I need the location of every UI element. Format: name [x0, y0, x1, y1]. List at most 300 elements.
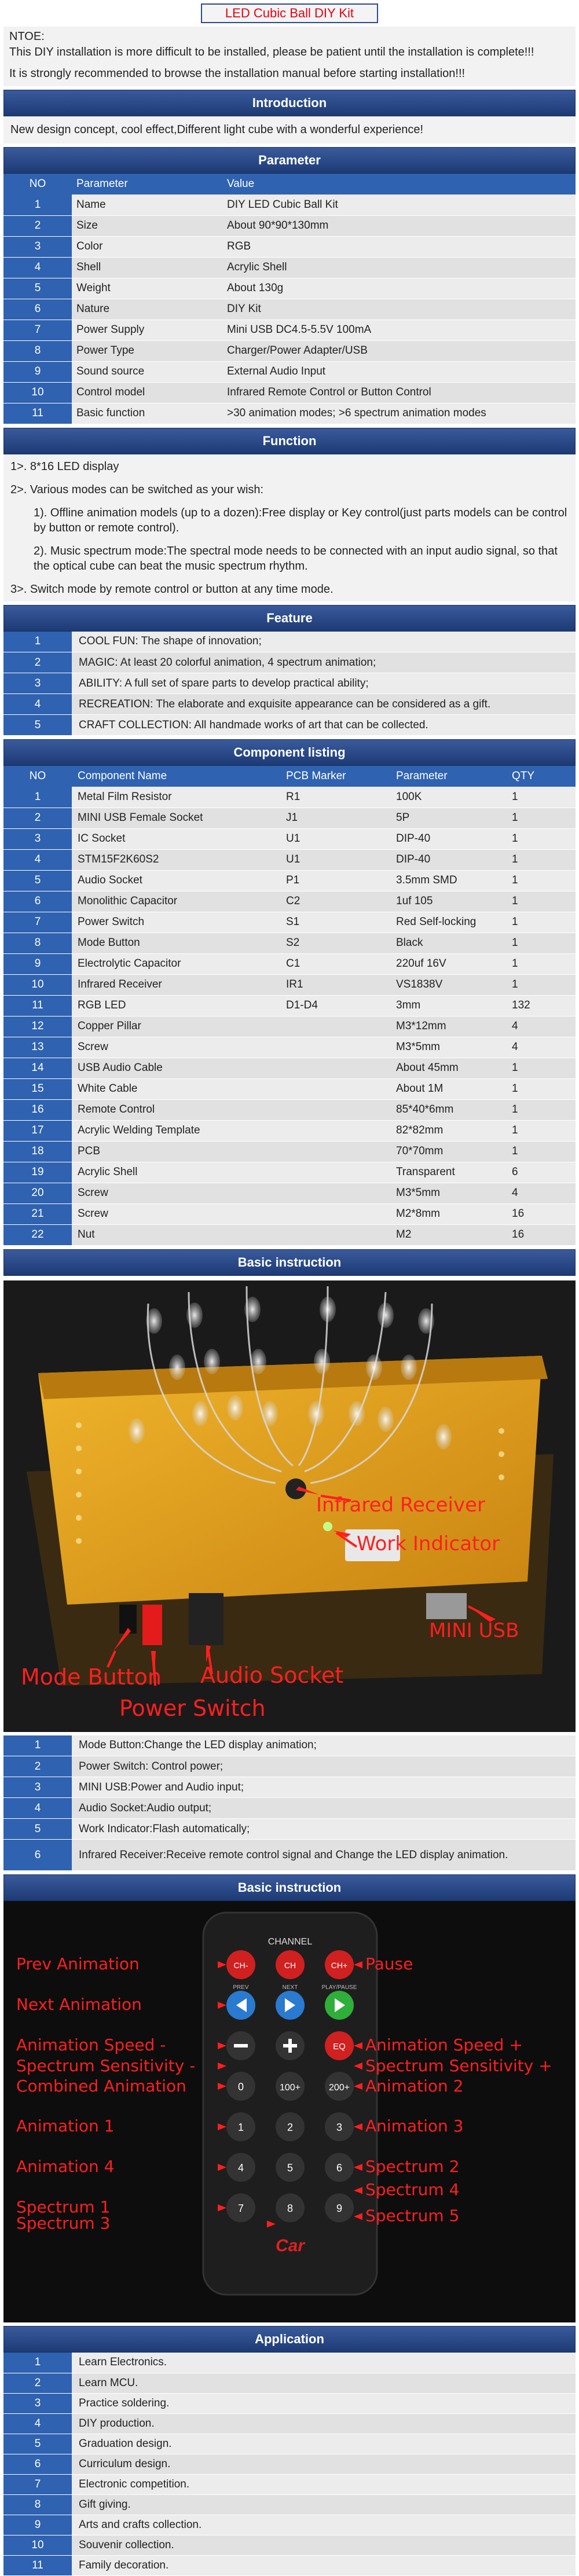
component-parameter: 5P: [390, 808, 506, 828]
component-row: [3, 1183, 576, 1203]
component-parameter: 85*40*6mm: [390, 1099, 506, 1120]
application-text: Gift giving.: [72, 2494, 576, 2515]
application-row: [3, 2454, 576, 2474]
component-qty: 1: [506, 870, 576, 891]
remote-label-combined: Combined Animation: [16, 2076, 186, 2096]
pcb-marker: [280, 1058, 390, 1078]
pcb-marker: [280, 1016, 390, 1037]
component-name: Screw: [72, 1183, 280, 1203]
instruction-text: Infrared Receiver:Receive remote control signal and Change the LED display animation.: [72, 1840, 576, 1871]
parameter-value: DIY Kit: [222, 299, 576, 320]
component-row: [3, 1099, 576, 1120]
section-header-parameter: Parameter: [3, 147, 576, 174]
column-header: Value: [222, 174, 576, 195]
digit-text: 1: [237, 2122, 244, 2133]
note-heading: NTOE:: [9, 30, 45, 43]
component-qty: 132: [506, 995, 576, 1016]
component-parameter: Black: [390, 933, 506, 953]
remote-label-spectrum-4: Spectrum 4: [365, 2180, 460, 2199]
parameter-name: Power Supply: [72, 320, 222, 340]
row-number: 7: [3, 912, 72, 933]
application-text: Curriculum design.: [72, 2454, 576, 2474]
parameter-row: [3, 382, 576, 403]
row-number: 4: [3, 694, 72, 715]
remote-label-animation-1: Animation 1: [16, 2116, 115, 2135]
component-row: [3, 953, 576, 974]
channel-text: CHANNEL: [267, 1937, 313, 1947]
remote-label-pause: Pause: [365, 1954, 413, 1973]
application-text: Learn MCU.: [72, 2373, 576, 2393]
row-number: 12: [3, 1016, 72, 1037]
component-name: PCB: [72, 1141, 280, 1162]
table-header-row: [3, 174, 576, 195]
digit-text: 4: [237, 2162, 244, 2174]
pcb-marker: [280, 1203, 390, 1224]
component-name: White Cable: [72, 1078, 280, 1099]
row-number: 1: [3, 787, 72, 808]
parameter-name: Shell: [72, 257, 222, 278]
next-text: NEXT: [282, 1984, 298, 1991]
play-pause-text: PLAY/PAUSE: [321, 1984, 357, 1991]
component-parameter: 1uf 105: [390, 891, 506, 912]
feature-row: [3, 652, 576, 673]
component-name: Metal Film Resistor: [72, 787, 280, 808]
row-number: 7: [3, 2474, 72, 2494]
row-number: 5: [3, 870, 72, 891]
instruction-row: [3, 1777, 576, 1798]
application-row: [3, 2474, 576, 2494]
application-row: [3, 2555, 576, 2575]
row-number: 14: [3, 1058, 72, 1078]
ch-plus-text: CH+: [331, 1961, 348, 1970]
section-header-feature: Feature: [3, 605, 576, 632]
component-parameter: 3.5mm SMD: [390, 870, 506, 891]
component-row: [3, 828, 576, 849]
digit-text: 7: [237, 2203, 244, 2214]
remote-label-spectrum-5: Spectrum 5: [365, 2206, 460, 2225]
component-parameter: 70*70mm: [390, 1141, 506, 1162]
feature-row: [3, 715, 576, 736]
component-name: Acrylic Shell: [72, 1162, 280, 1183]
function-line: 3>. Switch mode by remote control or button at any time mode.: [10, 582, 334, 596]
row-number: 4: [3, 2413, 72, 2434]
pcb-marker: [280, 1162, 390, 1183]
mini-usb-label: MINI USB: [429, 1619, 519, 1642]
component-name: Power Switch: [72, 912, 280, 933]
pcb-marker: [280, 1099, 390, 1120]
application-row: [3, 2535, 576, 2555]
component-qty: 4: [506, 1183, 576, 1203]
component-parameter: M2*8mm: [390, 1203, 506, 1224]
component-qty: 1: [506, 953, 576, 974]
prev-text: PREV: [233, 1984, 249, 1991]
component-parameter: M2: [390, 1224, 506, 1245]
remote-label-speed-plus: Animation Speed +: [365, 2035, 523, 2054]
application-row: [3, 2515, 576, 2535]
row-number: 2: [3, 808, 72, 828]
component-parameter: About 45mm: [390, 1058, 506, 1078]
component-parameter: DIP-40: [390, 828, 506, 849]
parameter-row: [3, 257, 576, 278]
row-number: 5: [3, 278, 72, 299]
parameter-name: Basic function: [72, 403, 222, 424]
row-number: 11: [3, 403, 72, 424]
component-row: [3, 870, 576, 891]
application-row: [3, 2413, 576, 2434]
row-number: 3: [3, 673, 72, 694]
component-row: [3, 1162, 576, 1183]
instruction-text: Power Switch: Control power;: [72, 1756, 576, 1777]
plus-icon-v: [288, 2039, 292, 2053]
section-header-basic-instruction: Basic instruction: [3, 1249, 576, 1276]
feature-table: [3, 632, 576, 736]
parameter-row: [3, 215, 576, 236]
row-number: 1: [3, 1735, 72, 1756]
remote-label-spectrum-1: Spectrum 1: [16, 2197, 111, 2217]
instruction-row: [3, 1735, 576, 1756]
application-row: [3, 2494, 576, 2515]
component-name: MINI USB Female Socket: [72, 808, 280, 828]
application-table: [3, 2353, 576, 2576]
row-number: 8: [3, 2494, 72, 2515]
parameter-name: Power Type: [72, 340, 222, 361]
minus-icon: [234, 2044, 248, 2047]
remote-label-sens-plus: Spectrum Sensitivity +: [365, 2056, 552, 2075]
component-name: RGB LED: [72, 995, 280, 1016]
component-name: Remote Control: [72, 1099, 280, 1120]
feature-row: [3, 632, 576, 652]
component-row: [3, 1058, 576, 1078]
function-line: 2). Music spectrum mode:The spectral mode needs to be connected with an input audio signal, so that the optical cube can beat the music spectrum rhythm.: [34, 544, 558, 573]
component-parameter: Red Self-locking: [390, 912, 506, 933]
parameter-name: Size: [72, 215, 222, 236]
row-number: 21: [3, 1203, 72, 1224]
parameter-row: [3, 278, 576, 299]
feature-text: COOL FUN: The shape of innovation;: [72, 632, 576, 652]
application-text: Arts and crafts collection.: [72, 2515, 576, 2535]
parameter-value: Infrared Remote Control or Button Control: [222, 382, 576, 403]
remote-label-animation-3: Animation 3: [365, 2116, 464, 2135]
feature-text: CRAFT COLLECTION: All handmade works of art that can be collected.: [72, 715, 576, 736]
component-qty: 1: [506, 974, 576, 995]
pcb-marker: [280, 1224, 390, 1245]
pcb-marker: D1-D4: [280, 995, 390, 1016]
component-parameter: M3*5mm: [390, 1183, 506, 1203]
row-number: 6: [3, 1840, 72, 1871]
row-number: 2: [3, 1756, 72, 1777]
digit-text: 6: [336, 2162, 343, 2174]
component-qty: 1: [506, 787, 576, 808]
pcb-marker: [280, 1141, 390, 1162]
row-number: 15: [3, 1078, 72, 1099]
pcb-marker: [280, 1183, 390, 1203]
power-switch-part: [142, 1605, 162, 1645]
pcb-marker: C2: [280, 891, 390, 912]
component-name: Acrylic Welding Template: [72, 1120, 280, 1141]
component-name: Nut: [72, 1224, 280, 1245]
component-name: Electrolytic Capacitor: [72, 953, 280, 974]
row-number: 5: [3, 2434, 72, 2454]
parameter-row: [3, 320, 576, 340]
component-name: Copper Pillar: [72, 1016, 280, 1037]
parameter-row: [3, 403, 576, 424]
digit-text: 5: [287, 2162, 294, 2174]
row-number: 6: [3, 299, 72, 320]
button-100-text: 100+: [279, 2083, 301, 2093]
remote-label-animation-2: Animation 2: [365, 2076, 464, 2096]
component-qty: 1: [506, 1078, 576, 1099]
pcb-marker: P1: [280, 870, 390, 891]
row-number: 3: [3, 828, 72, 849]
note-line: This DIY installation is more difficult to be installed, please be patient until the installation is complete!!!: [9, 46, 534, 58]
component-row: [3, 891, 576, 912]
mini-usb-port: [426, 1593, 467, 1619]
pcb-marker: C1: [280, 953, 390, 974]
instruction-row: [3, 1819, 576, 1840]
row-number: 4: [3, 257, 72, 278]
component-name: Monolithic Capacitor: [72, 891, 280, 912]
row-number: 11: [3, 995, 72, 1016]
pcb-marker: U1: [280, 828, 390, 849]
basic-instruction-table: [3, 1735, 576, 1872]
component-row: [3, 1224, 576, 1245]
row-number: 11: [3, 2555, 72, 2575]
component-qty: 1: [506, 849, 576, 870]
pcb-marker: R1: [280, 787, 390, 808]
parameter-name: Nature: [72, 299, 222, 320]
component-qty: 1: [506, 828, 576, 849]
row-number: 10: [3, 974, 72, 995]
infrared-receiver-label: Infrared Receiver: [316, 1493, 485, 1517]
row-number: 9: [3, 953, 72, 974]
eq-text: EQ: [333, 2042, 346, 2052]
mode-button-label: Mode Button: [21, 1664, 162, 1690]
application-text: Graduation design.: [72, 2434, 576, 2454]
parameter-value: About 90*90*130mm: [222, 215, 576, 236]
component-row: [3, 912, 576, 933]
component-qty: 16: [506, 1224, 576, 1245]
power-switch-label: Power Switch: [119, 1695, 266, 1721]
row-number: 1: [3, 2353, 72, 2373]
component-qty: 16: [506, 1203, 576, 1224]
parameter-name: Name: [72, 195, 222, 215]
component-row: [3, 1120, 576, 1141]
row-number: 1: [3, 632, 72, 652]
feature-text: MAGIC: At least 20 colorful animation, 4 spectrum animation;: [72, 652, 576, 673]
section-header-components: Component listing: [3, 739, 576, 766]
application-text: Practice soldering.: [72, 2393, 576, 2413]
pcb-marker: S1: [280, 912, 390, 933]
row-number: 18: [3, 1141, 72, 1162]
row-number: 10: [3, 2535, 72, 2555]
row-number: 9: [3, 361, 72, 382]
component-row: [3, 808, 576, 828]
parameter-value: About 130g: [222, 278, 576, 299]
instruction-text: Work Indicator:Flash automatically;: [72, 1819, 576, 1840]
component-qty: 1: [506, 933, 576, 953]
row-number: 1: [3, 195, 72, 215]
parameter-value: >30 animation modes; >6 spectrum animation modes: [222, 403, 576, 424]
column-header: NO: [3, 766, 72, 787]
column-header: Parameter: [390, 766, 506, 787]
row-number: 2: [3, 2373, 72, 2393]
audio-socket-part: [189, 1593, 223, 1645]
component-parameter: Transparent: [390, 1162, 506, 1183]
button-0-text: 0: [237, 2081, 244, 2093]
section-header-application: Application: [3, 2326, 576, 2353]
component-name: STM15F2K60S2: [72, 849, 280, 870]
parameter-value: RGB: [222, 236, 576, 257]
component-qty: 1: [506, 808, 576, 828]
pcb-marker: [280, 1037, 390, 1058]
parameter-row: [3, 299, 576, 320]
parameter-value: Mini USB DC4.5-5.5V 100mA: [222, 320, 576, 340]
row-number: 3: [3, 1777, 72, 1798]
row-number: 17: [3, 1120, 72, 1141]
application-row: [3, 2434, 576, 2454]
function-text: [3, 454, 576, 601]
component-qty: 1: [506, 912, 576, 933]
feature-text: RECREATION: The elaborate and exquisite appearance can be considered as a gift.: [72, 694, 576, 715]
row-number: 22: [3, 1224, 72, 1245]
feature-row: [3, 673, 576, 694]
parameter-value: External Audio Input: [222, 361, 576, 382]
feature-row: [3, 694, 576, 715]
component-name: Audio Socket: [72, 870, 280, 891]
component-qty: 1: [506, 891, 576, 912]
ch-text: CH: [284, 1961, 296, 1970]
function-line: 1). Offline animation models (up to a dozen):Free display or Key control(just parts models can be control by button or remote control).: [34, 506, 567, 534]
row-number: 8: [3, 933, 72, 953]
section-header-introduction: Introduction: [3, 90, 576, 116]
page-title: LED Cubic Ball DIY Kit: [201, 3, 378, 23]
row-number: 4: [3, 849, 72, 870]
row-number: 6: [3, 891, 72, 912]
component-name: Screw: [72, 1037, 280, 1058]
component-qty: 1: [506, 1120, 576, 1141]
component-qty: 1: [506, 1141, 576, 1162]
component-row: [3, 1016, 576, 1037]
pcb-marker: S2: [280, 933, 390, 953]
parameter-row: [3, 195, 576, 215]
parameter-row: [3, 236, 576, 257]
remote-label-sens-minus: Spectrum Sensitivity -: [16, 2056, 196, 2075]
component-name: Infrared Receiver: [72, 974, 280, 995]
component-qty: 1: [506, 1058, 576, 1078]
component-parameter: About 1M: [390, 1078, 506, 1099]
parameter-value: Acrylic Shell: [222, 257, 576, 278]
parameter-name: Control model: [72, 382, 222, 403]
parameter-row: [3, 361, 576, 382]
component-qty: 1: [506, 1099, 576, 1120]
row-number: 20: [3, 1183, 72, 1203]
feature-text: ABILITY: A full set of spare parts to develop practical ability;: [72, 673, 576, 694]
component-row: [3, 1141, 576, 1162]
component-name: IC Socket: [72, 828, 280, 849]
row-number: 5: [3, 1819, 72, 1840]
table-header-row: [3, 766, 576, 787]
column-header: NO: [3, 174, 72, 195]
digit-text: 3: [336, 2122, 343, 2133]
digit-text: 9: [336, 2203, 343, 2214]
application-row: [3, 2373, 576, 2393]
component-parameter: 100K: [390, 787, 506, 808]
note-line: It is strongly recommended to browse the installation manual before starting installation!!!: [9, 67, 466, 80]
row-number: 13: [3, 1037, 72, 1058]
row-number: 4: [3, 1798, 72, 1819]
component-row: [3, 1078, 576, 1099]
remote-label-animation-4: Animation 4: [16, 2157, 115, 2176]
component-parameter: M3*12mm: [390, 1016, 506, 1037]
parameter-name: Weight: [72, 278, 222, 299]
row-number: 7: [3, 320, 72, 340]
remote-label-speed-minus: Animation Speed -: [16, 2035, 166, 2054]
row-number: 2: [3, 652, 72, 673]
instruction-row: [3, 1756, 576, 1777]
row-number: 5: [3, 715, 72, 736]
work-indicator-led: [323, 1522, 332, 1531]
function-line: 2>. Various modes can be switched as your wish:: [10, 483, 264, 496]
application-text: DIY production.: [72, 2413, 576, 2434]
row-number: 2: [3, 215, 72, 236]
remote-photo: [3, 1901, 576, 2322]
component-qty: 4: [506, 1037, 576, 1058]
parameter-row: [3, 340, 576, 361]
instruction-text: MINI USB:Power and Audio input;: [72, 1777, 576, 1798]
application-row: [3, 2353, 576, 2373]
row-number: 8: [3, 340, 72, 361]
instruction-text: Audio Socket:Audio output;: [72, 1798, 576, 1819]
instruction-row: [3, 1840, 576, 1871]
ch-minus-text: CH-: [233, 1961, 248, 1970]
instruction-row: [3, 1798, 576, 1819]
component-row: [3, 974, 576, 995]
application-text: Electronic competition.: [72, 2474, 576, 2494]
row-number: 3: [3, 2393, 72, 2413]
button-200-text: 200+: [328, 2083, 350, 2093]
work-indicator-label: Work Indicator: [357, 1532, 500, 1555]
component-row: [3, 933, 576, 953]
component-row: [3, 1037, 576, 1058]
instruction-text: Mode Button:Change the LED display animation;: [72, 1735, 576, 1756]
component-name: Screw: [72, 1203, 280, 1224]
notes-box: [3, 27, 576, 86]
component-parameter: 3mm: [390, 995, 506, 1016]
component-row: [3, 849, 576, 870]
row-number: 16: [3, 1099, 72, 1120]
component-parameter: M3*5mm: [390, 1037, 506, 1058]
application-row: [3, 2393, 576, 2413]
row-number: 10: [3, 382, 72, 403]
row-number: 19: [3, 1162, 72, 1183]
application-text: Family decoration.: [72, 2555, 576, 2575]
remote-label-spectrum-3: Spectrum 3: [16, 2214, 111, 2233]
remote-label-prev-animation: Prev Animation: [16, 1954, 140, 1973]
row-number: 3: [3, 236, 72, 257]
digit-text: 8: [287, 2203, 294, 2214]
pcb-marker: U1: [280, 849, 390, 870]
component-row: [3, 1203, 576, 1224]
pcb-marker: IR1: [280, 974, 390, 995]
function-line: 1>. 8*16 LED display: [10, 460, 119, 473]
row-number: 6: [3, 2454, 72, 2474]
component-parameter: 220uf 16V: [390, 953, 506, 974]
component-row: [3, 995, 576, 1016]
remote-label-spectrum-2: Spectrum 2: [365, 2157, 460, 2176]
component-table: [3, 766, 576, 1246]
parameter-name: Color: [72, 236, 222, 257]
component-parameter: DIP-40: [390, 849, 506, 870]
